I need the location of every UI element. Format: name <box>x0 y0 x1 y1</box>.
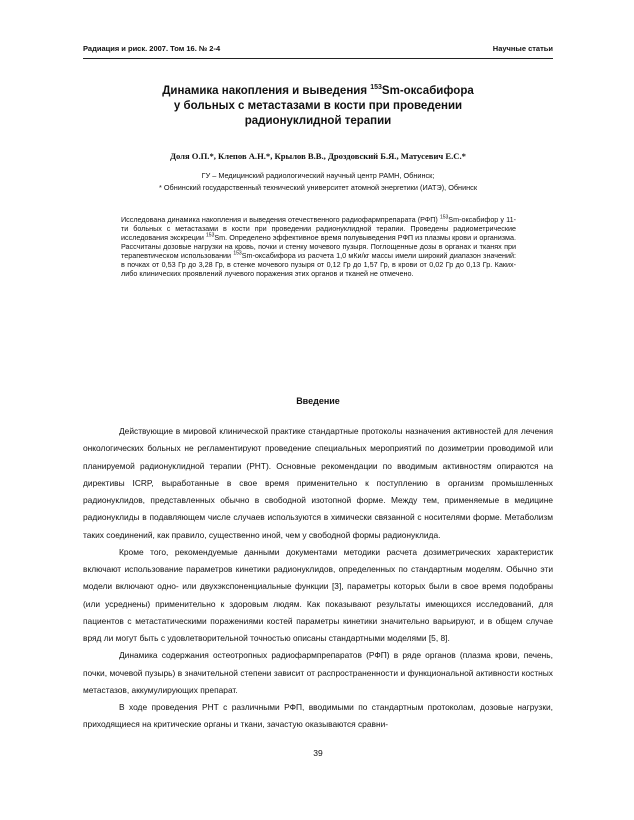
affiliation-2: * Обнинский государственный технический университет атомной энергетики (ИАТЭ), Обнинск <box>158 183 478 192</box>
abstract-text: Sm-оксабифор у 11-ти больных с метастазами в кости при проведении радионуклидной терапии. Проведены радиометрические исследования экскреции <box>121 215 516 242</box>
paragraph: Кроме того, рекомендуемые данными документами методики расчета дозиметрических характеристик включают использование параметров кинетики радионуклидов, определенных по стандартным моделям. Обычно эти модели включают одно- или двухэкспоненциальные функции [3], параметры которых были в свое время подобраны (или усреднены) применительно к здоровым людям. Как показывают результаты имеющихся исследований, для пациентов с метастатическими поражениями костей параметры кинетики значительно варьируют, и в общем случае вряд ли могут быть с удовлетворительной точностью описаны стандартными моделями [5, 8]. <box>83 546 553 643</box>
article-title <box>83 84 553 129</box>
abstract-superscript: 153 <box>439 214 449 221</box>
paragraph: В ходе проведения РНТ с различными РФП, вводимыми по стандартным протоколам, дозовые нагрузки, приходящиеся на критические органы и ткани, зачастую оказываются сравни- <box>83 702 553 730</box>
abstract-superscript: 153 <box>233 250 242 257</box>
page-number: 39 <box>313 748 323 758</box>
running-header <box>83 44 553 53</box>
abstract-text: Sm-оксабифора из расчета 1,0 мКи/кг массы имели широкий диапазон значений: в почках от 0,53 Гр до 3,28 Гр, в стенке мочевого пузыря от 0,12 Гр до 1,57 Гр, в крови от 0,02 Гр до 0,13 Гр. Каких-либо клинических проявлений лучевого поражения этих органов и тканей не отмечено. <box>121 251 516 278</box>
title-line-2: у больных с метастазами в кости при проведении <box>173 100 463 112</box>
paragraph: Действующие в мировой клинической практике стандартные протоколы назначения активностей для лечения онкологических больных не регламентируют проведение специальных мероприятий по дозиметрии проводимой или планируемой радионуклидной терапии (РНТ). Основные рекомендации по вводимым активностям опираются на директивы ICRP, выработанные в свое время применительно к поступлению в организм промышленных радионуклидов, представленных обычно в свободной изотопной форме. Между тем, применяемые в медицине радионуклиды в подавляющем числе случаев используются в химически связанной с носителями форме. Метаболизм таких соединений, как правило, существенно иной, чем у свободной формы радионуклида. <box>83 426 553 540</box>
abstract-text: Исследована динамика накопления и выведения отечественного радиофармпрепарата (РФП) <box>121 215 440 224</box>
section-label: Научные статьи <box>492 44 553 53</box>
title-text-a: Динамика накопления и выведения <box>162 85 371 97</box>
title-line-3: радионуклидной терапии <box>244 115 392 127</box>
journal-citation: Радиация и риск. 2007. Том 16. № 2-4 <box>83 44 221 53</box>
title-line-1 <box>83 84 553 99</box>
affiliation-1: ГУ – Медицинский радиологический научный центр РАМН, Обнинск; <box>201 171 435 180</box>
abstract <box>121 215 516 278</box>
title-superscript: 153 <box>370 84 382 92</box>
section-heading: Введение <box>296 396 340 406</box>
body-text <box>83 423 553 734</box>
affiliations <box>83 170 553 194</box>
title-text-b: Sm-оксабифора <box>381 85 474 97</box>
header-rule <box>83 58 553 59</box>
paragraph: Динамика содержания остеотропных радиофармпрепаратов (РФП) в ряде органов (плазма крови, печень, почки, мочевой пузырь) в значительной степени зависит от распространенности и функциональной активности костных метастазов, аккумулирующих препарат. <box>83 650 553 695</box>
abstract-superscript: 153 <box>206 232 215 239</box>
author-list: Доля О.П.*, Клепов А.Н.*, Крылов В.В., Дроздовский Б.Я., Матусевич Е.С.* <box>170 151 466 161</box>
abstract-text: Sm. Определено эффективное время полувыведения РФП из плазмы крови и организма. Рассчитаны дозовые нагрузки на кровь, почки и стенку мочевого пузыря. Поглощенные дозы в органах и тканях при терапевтическом использовании <box>121 233 516 260</box>
